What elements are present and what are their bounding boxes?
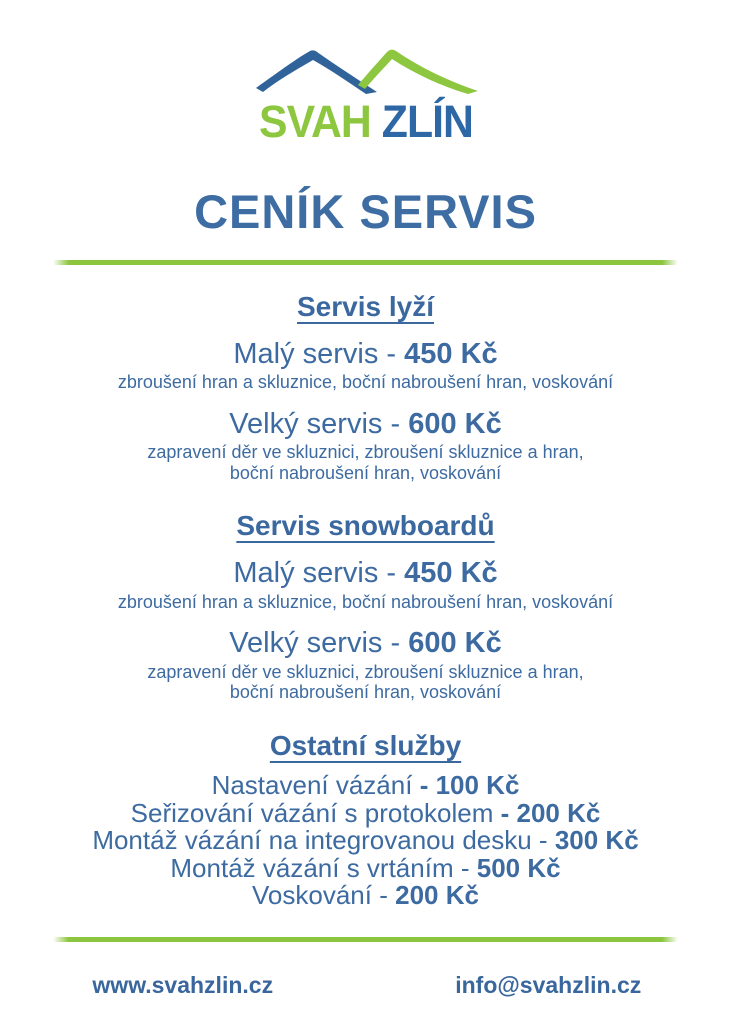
service-price-line: [233, 338, 497, 370]
service-price: - 100 Kč: [419, 769, 520, 800]
logo-text-zlin: ZLÍN: [381, 96, 473, 147]
service-price-line: [229, 627, 501, 659]
section-servis-snowboardu: [0, 483, 731, 702]
section-title: Servis lyží: [297, 291, 434, 322]
service-price: 450 Kč: [404, 557, 498, 590]
service-label: Velký servis -: [229, 627, 401, 660]
service-label: Malý servis -: [233, 338, 397, 370]
service-label: Montáž vázání s vrtáním -: [170, 852, 470, 883]
logo-text-svah: SVAH: [258, 96, 371, 147]
website-text: www.svahzlin.cz: [92, 971, 274, 998]
section-ostatni-sluzby: [0, 703, 731, 910]
service-price: 300 Kč: [554, 825, 639, 856]
mountains-icon: [251, 48, 481, 94]
service-description: zbroušení hran a skluznice, boční nabroušení hran, voskování: [117, 591, 614, 612]
service-label: Nastavení vázání: [211, 769, 413, 800]
section-servis-lyzi: [0, 265, 731, 483]
service-description: [147, 442, 583, 483]
logo-text: [247, 96, 485, 148]
list-item: [92, 797, 638, 828]
service-label: Voskování -: [252, 880, 388, 911]
service-description: [147, 662, 583, 703]
email-text: info@svahzlin.cz: [455, 971, 642, 998]
service-description-line: boční nabroušení hran, voskování: [229, 462, 502, 483]
service-price: - 200 Kč: [500, 797, 601, 828]
service-price: 200 Kč: [395, 880, 479, 911]
service-price: 600 Kč: [408, 407, 502, 440]
section-title: Ostatní služby: [269, 729, 462, 761]
list-item: [92, 852, 638, 883]
list-item: [92, 769, 638, 800]
service-label: Seřizování vázání s protokolem: [130, 797, 494, 828]
service-description-line: boční nabroušení hran, voskování: [229, 682, 502, 703]
page-title: CENÍK SERVIS: [194, 185, 537, 238]
list-item: [92, 882, 638, 910]
service-description-line: zapravení děr ve skluznici, zbroušení skluznice a hran,: [147, 661, 584, 682]
service-label: Velký servis -: [229, 407, 401, 440]
section-title: Servis snowboardů: [236, 510, 495, 542]
other-services-list: [92, 769, 639, 911]
service-price: 450 Kč: [404, 338, 498, 370]
list-item: [92, 827, 638, 855]
logo: [241, 48, 491, 148]
service-description-line: zapravení děr ve skluznici, zbroušení skluznice a hran,: [147, 442, 584, 463]
service-price: 500 Kč: [476, 852, 561, 883]
divider-bottom: [53, 937, 678, 942]
service-description: zbroušení hran a skluznice, boční nabroušení hran, voskování: [117, 372, 614, 393]
service-price: 600 Kč: [408, 627, 502, 660]
service-price-line: [233, 557, 497, 589]
service-label: Malý servis -: [233, 557, 397, 590]
footer: [0, 972, 731, 999]
service-label: Montáž vázání na integrovanou desku -: [92, 825, 548, 856]
service-price-line: [229, 408, 501, 440]
